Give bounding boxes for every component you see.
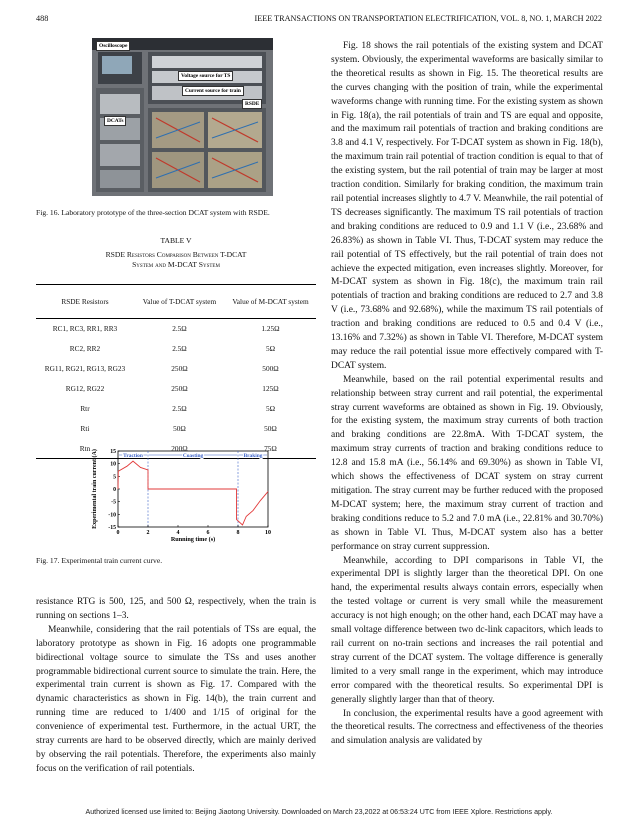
table5-cell: 2.5Ω <box>172 324 187 334</box>
y-axis-label: Experimental train current (A) <box>92 449 98 529</box>
table5-header-mdcat: Value of M-DCAT system <box>232 297 309 306</box>
right-paragraph-1: Fig. 18 shows the rail potentials of the existing system and DCAT system. Obviously, the experimental waveforms are basically similar to the theoretical results as shown in Fig. 15. The theoretical results are the curves changing with the position of train, while the experimental waveforms change with running time. For the existing system as shown in Fig. 18(a), the rail potentials of train and TS are equal and opposite, and the maximum rail potentials of traction and braking conditions are 3.8 and 4.1 V, respectively. For T-DCAT system as shown in Fig. 18(b), the maximum train rail potential of traction condition is equal to that of the existing system, but the rail potential of train may be larger at most traction condition. Similarly for braking condition, the maximum train rail potential increases slightly to 4.7 V. Meanwhile, the rail potential of TS decreases significantly. The maximum TS rail potentials of traction and braking conditions are reduced to 0.9 and 1.1 V (i.e., 23.68% and 26.83%) as shown in Table VI. Thus, T-DCAT system may reduce the rail potential of TS effectively, but the rail potential of train does not achieve the expected mitigation, even increases slightly. Moreover, for M-DCAT system as shown in Fig. 18(c), the maximum train rail potentials of traction and braking conditions are reduced to 2.7 and 3.8 V (i.e., 73.68% and 92.68%), while the maximum TS rail potentials of traction and braking conditions are reduced to 0.5 and 0.4 V (i.e., 13.16% and 7.32%) as shown in Table VI. Therefore, M-DCAT system may reduce the rail potential issue more effectively compared with T-DCAT system. <box>331 41 603 371</box>
x-tick-label: 2 <box>146 530 150 536</box>
table5-cell: RC2, RR2 <box>69 344 101 353</box>
y-tick-label: -10 <box>108 512 116 519</box>
table-row <box>36 419 316 439</box>
table-row <box>36 339 316 359</box>
table5-number: TABLE V <box>160 236 192 245</box>
table5-cell: 75Ω <box>264 443 277 453</box>
table-row <box>36 379 316 399</box>
table5-header-resistors: RSDE Resistors <box>61 297 109 306</box>
region-label: Traction <box>123 453 143 459</box>
table5-cell: Rtr <box>80 404 90 413</box>
train-current-line <box>118 461 268 525</box>
table-row <box>36 399 316 419</box>
table5-title-line2: System and M-DCAT System <box>132 260 220 269</box>
table5-cell: 5Ω <box>265 344 276 353</box>
table5-cell: Rti <box>80 424 90 433</box>
table5-cell: 200Ω <box>171 443 188 453</box>
running-header <box>36 14 602 28</box>
lab-prototype-photo <box>92 38 273 196</box>
table5-cell: 250Ω <box>171 384 188 393</box>
y-tick-label: 15 <box>110 449 116 455</box>
table5-cell: RC1, RC3, RR1, RR3 <box>52 324 118 334</box>
left-column-text <box>36 596 316 777</box>
right-paragraph-3: Meanwhile, according to DPI comparisons in Table VI, the experimental DPI is slightly larger than the theoretical DPI. On one hand, the experimental results always contain errors, especially when the tested voltage or current is very small while the measurement accuracy is not high enough; on the other hand, each DCAT may have a small voltage difference between two dc-link capacitors, which leads to rail current on no-train sections and increases the rail potential and stray current of the DCAT system. The voltage difference is generally limited to a very small range in the experiment, which may introduce error compared with the theoretical results. So experimental DPI is generally slightly larger than that of theory. <box>331 555 603 705</box>
label-rsde: RSDE <box>242 99 262 109</box>
train-current-chart <box>88 445 278 545</box>
table5-cell: 2.5Ω <box>172 404 187 413</box>
table5-cell: 500Ω <box>262 364 279 373</box>
y-tick-label: -15 <box>108 525 116 531</box>
license-footer: Authorized licensed use limited to: Beijing Jiaotong University. Downloaded on March 23,2022 at 06:53:24 UTC from IEEE Xplore. Restrictions apply. <box>85 808 553 816</box>
table5-cell: 250Ω <box>171 364 188 373</box>
region-label: Coasting <box>182 453 204 459</box>
journal-title: IEEE TRANSACTIONS ON TRANSPORTATION ELECTRIFICATION, VOL. 8, NO. 1, MARCH 2022 <box>254 14 602 23</box>
table5-header-tdcat: Value of T-DCAT system <box>142 297 217 306</box>
figure16-caption: Fig. 16. Laboratory prototype of the three-section DCAT system with RSDE. <box>36 208 270 217</box>
right-paragraph-2: Meanwhile, based on the rail potential experimental results and relationship between stray current and rail potential, the experimental stray current waveforms are obtained as shown in Fig. 19. Obviously, for the existing system, the maximum stray currents of both traction and braking conditions are 22.8mA. With T-DCAT system, the maximum stray currents of traction and braking conditions reduce to 12.8 and 15.8 mA (i.e., 56.14% and 69.30%) as shown in Table VI, which shows the effectiveness of DCAT system on stray current mitigation. The stray current may be further reduced with the proposed M-DCAT system; here, the maximum stray current of traction and braking conditions reduce to 5.2 and 7.0 mA (i.e., 22.81% and 30.70%) as shown in Table VI. Thus, M-DCAT system also has a better performance on stray current suppression. <box>331 374 603 552</box>
table5-cell: RG12, RG22 <box>65 384 105 393</box>
table5-cell: 50Ω <box>264 424 277 433</box>
label-current-source: Current source for train <box>182 86 244 96</box>
table5-cell: 125Ω <box>262 384 279 393</box>
table5-cell: 50Ω <box>173 424 186 433</box>
region-label: Braking <box>243 453 263 459</box>
table5-title-block <box>36 236 316 271</box>
x-tick-label: 0 <box>116 530 120 536</box>
x-tick-label: 6 <box>206 530 210 536</box>
table5-cell: Rtn <box>79 443 91 453</box>
table5-cell: 2.5Ω <box>172 344 187 353</box>
table5-title-line1: RSDE Resistors Comparison Between T-DCAT <box>105 249 247 259</box>
right-column-text <box>331 40 603 749</box>
figure17-caption: Fig. 17. Experimental train current curve. <box>36 556 163 565</box>
y-tick-label: 5 <box>113 474 116 481</box>
x-axis-label: Running time (s) <box>170 536 216 543</box>
page-number: 488 <box>36 14 49 23</box>
table-row <box>36 319 316 339</box>
x-tick-label: 8 <box>236 530 240 536</box>
y-tick-label: 0 <box>113 487 116 493</box>
x-tick-label: 10 <box>265 530 271 536</box>
table5 <box>36 284 316 459</box>
table5-cell: RG11, RG21, RG13, RG23 <box>44 364 126 373</box>
table-row <box>36 359 316 379</box>
y-tick-label: -5 <box>111 499 116 506</box>
table5-cell: 1.25Ω <box>261 324 280 334</box>
label-oscilloscope: Oscilloscope <box>96 41 130 51</box>
label-dcats: DCATs <box>104 116 126 126</box>
left-paragraph-1: resistance RTG is 500, 125, and 500 Ω, respectively, when the train is running on sections 1–3. <box>36 597 316 621</box>
right-paragraph-4: In conclusion, the experimental results have a good agreement with the theoretical results. The correctness and effectiveness of the theories and simulation analysis are validated by <box>331 708 603 747</box>
table5-cell: 5Ω <box>265 404 276 413</box>
x-tick-label: 4 <box>176 530 180 536</box>
left-paragraph-2: Meanwhile, considering that the rail potentials of TSs are equal, the laboratory prototype as shown in Fig. 16 adopts one programmable bidirectional voltage source to simulate the TSs and uses another programmable bidirectional current source to simulate the train. Here, the experimental train current is shown as Fig. 17. Compared with the dynamic characteristics as shown in Fig. 14(b), the train current and running time are reduced to 1/400 and 1/15 of original for the convenience of experimental test. Furthermore, in the actual URT, the stray currents are hard to be observed directly, which are mainly derived by observing the rail potentials. Therefore, the experiments also mainly focus on the verification of rail potentials. <box>36 624 316 774</box>
label-voltage-source: Voltage source for TS <box>178 71 233 81</box>
y-tick-label: 10 <box>110 461 116 468</box>
